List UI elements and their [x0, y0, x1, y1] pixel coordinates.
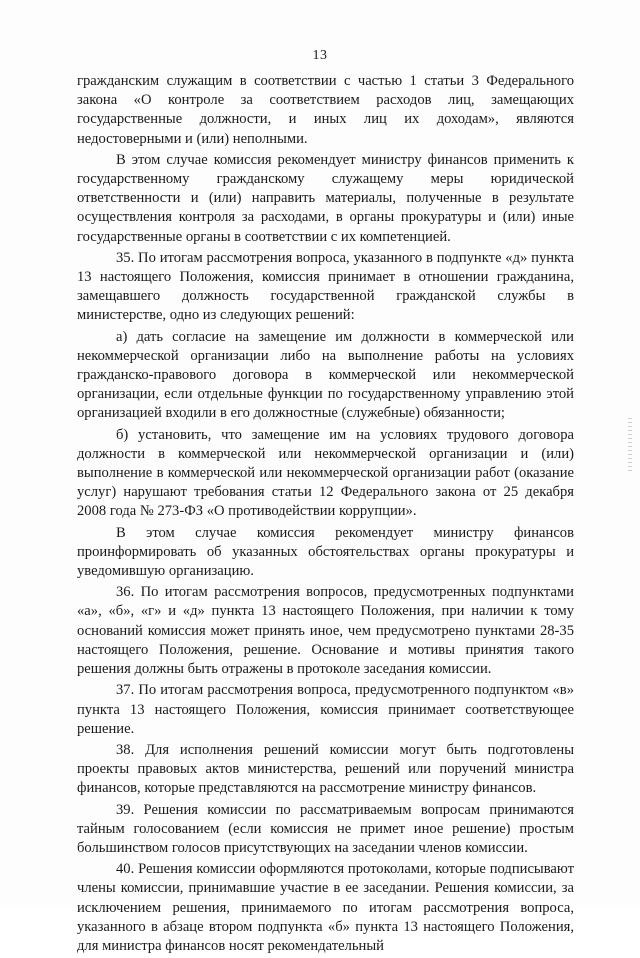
paragraph-35: 35. По итогам рассмотрения вопроса, указанного в подпункте «д» пункта 13 настоящего Положения, комиссия принимает в отношении гражданина, замещавшего должность государственной гражданской службы в министерстве, одно из следующих решений:: [77, 249, 574, 324]
paragraph-36: 36. По итогам рассмотрения вопросов, предусмотренных подпунктами «а», «б», «г» и «д» пункта 13 настоящего Положения, при наличии к тому оснований комиссия может принять иное, чем предусмотрено пунктами 28-35 настоящего Положения, решение. Основание и мотивы принятия такого решения должны быть отражены в протоколе заседания комиссии.: [77, 584, 574, 678]
paragraph-38: 38. Для исполнения решений комиссии могут быть подготовлены проекты правовых актов министерства, решений или поручений министра финансов, которые представляются на рассмотрение министру финансов.: [77, 741, 574, 797]
page-number: 13: [312, 48, 328, 63]
paragraph-commission-recommendation: В этом случае комиссия рекомендует министру финансов применить к государственному гражданскому служащему меры юридической ответственности и (или) направить материалы, полученные в результате осуществления контроля за расходами, в органы прокуратуры и (или) иные государственные органы в соответствии с их компетенцией.: [77, 151, 574, 245]
paragraph-35-case: В этом случае комиссия рекомендует министру финансов проинформировать об указанных обстоятельствах органы прокуратуры и уведомившую организацию.: [77, 524, 574, 580]
scan-margin-mark: [628, 418, 632, 472]
paragraph-35-b: б) установить, что замещение им на условиях трудового договора должности в коммерческой или некоммерческой организации и (или) выполнение в коммерческой или некоммерческой организации работ (оказание услуг) нарушают требования статьи 12 Федерального закона от 25 декабря 2008 года № 273-ФЗ «О противодействии коррупции».: [77, 426, 574, 520]
document-body: [77, 72, 574, 958]
paragraph-35-a: а) дать согласие на замещение им должности в коммерческой или некоммерческой организации либо на выполнение работы на условиях гражданско-правового договора в коммерческой или некоммерческой организации, если отдельные функции по государственному управлению этой организацией входили в его должностные (служебные) обязанности;: [77, 328, 574, 422]
paragraph-37: 37. По итогам рассмотрения вопроса, предусмотренного подпунктом «в» пункта 13 настоящего Положения, комиссия принимает соответствующее решение.: [77, 682, 574, 737]
paragraph-40: 40. Решения комиссии оформляются протоколами, которые подписывают члены комиссии, принимавшие участие в ее заседании. Решения комиссии, за исключением решения, принимаемого по итогам рассмотрения вопроса, указанного в абзаце втором подпункта «б» пункта 13 настоящего Положения, для министра финансов носят рекомендательный: [77, 861, 574, 954]
paragraph-39: 39. Решения комиссии по рассматриваемым вопросам принимаются тайным голосованием (если комиссия не примет иное решение) простым большинством голосов присутствующих на заседании членов комиссии.: [77, 801, 574, 856]
paragraph-continuation: гражданским служащим в соответствии с частью 1 статьи 3 Федерального закона «О контроле за соответствием расходов лиц, замещающих государственные должности, и иных лиц их доходам», являются недостоверными и (или) неполными.: [77, 73, 574, 147]
